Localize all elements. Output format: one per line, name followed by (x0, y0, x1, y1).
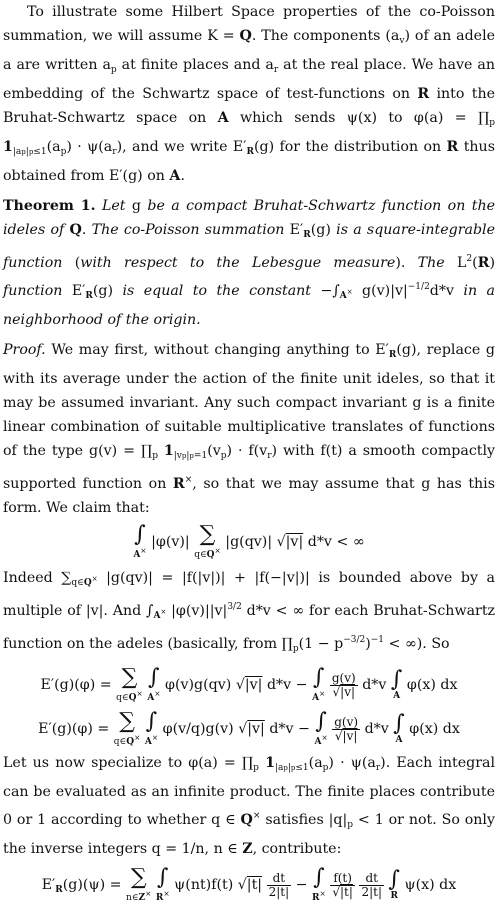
equation-e-prime-b: E′(g)(φ) = ∑ q∈Q× ∫ A× φ(v/q)g(v) √|v| d*v − ∫ A× $\frac{g(v)}{√|v|}$ d*v ∫ A φ(x) dx (38, 709, 460, 747)
theorem-heading: Theorem 1. (3, 198, 96, 214)
paragraph-indeed: Indeed $\sum_{q\in Q^\times}$ |g(qv)| = |f(|v|)| + |f(−|v|)| is bounded above by a multiple of |v|. And $\int_{A^\times}$ $|\varphi(v)||v|^{3/2}$ d*v < ∞ for each Bruhat-Schwartz function on the adeles (basically, from $\prod_p(1 - p^{-3/2})^{-1}$ < ∞). So (3, 570, 495, 654)
proof-heading: Proof. (3, 342, 46, 358)
proof-paragraph: Proof. We may first, without changing anything to $E'_R(g)$, replace g with its average under the action of the finite unit ideles, so that it may be assumed invariant. Any such compact invariant g is a finite linear combination of suitable multiplicative translates of functions of the type $g(v) = \prod_p$ $1_{|vp|p=1}(v_p) \cdot f(v_r)$ with f(t) a smooth compactly supported function on R×, so that we may assume that g has this form. We claim that: (3, 342, 496, 516)
paragraph-specialize: Let us now specialize to $\varphi(a) = \prod_p$ $1_{|ap|p\le 1}(a_p) \cdot \psi(a_r)$. Each integral can be evaluated as an infinite product. The finite places contribute 0 or 1 according to whether q ∈ Q× satisfies $|q|_p < 1$ or not. So only the inverse integers q = 1/n, n ∈ Z, contribute: (3, 755, 495, 857)
equation-claim: ∫ A× |φ(v)| ∑ q∈Q× |g(qv)| √|v| d*v < ∞ (133, 522, 365, 560)
paragraph-intro: To illustrate some Hilbert Space properties of the co-Poisson summation, we will assume K = Q. The components $(a_v)$ of an adele a are written $a_p$ at finite places and $a_r$ at the real place. We have an embedding of the Schwartz space of test-functions on R into the Bruhat-Schwartz space on A which sends ψ(x) to $\varphi(a) = \prod_p$ $1_{|ap|p\le 1}(a_p) \cdot \psi(a_r)$, and we write $E'_R(g)$ for the distribution on R thus obtained from E′(g) on A. (3, 4, 496, 184)
equation-e-prime-r: $E'_R(g)(\psi)$ = ∑ n∈Z× ∫ R× ψ(nt)f(t) √|t| $\frac{dt}{2|t|}$ − ∫ R× $\frac{f(t)}{√|t|}$ $\frac{dt}{2|t|}$ ∫ R ψ(x) dx (41, 865, 457, 903)
equation-e-prime-a: E′(g)(φ) = ∑ q∈Q× ∫ A× φ(v)g(qv) √|v| d*v − ∫ A× $\frac{g(v)}{√|v|}$ d*v ∫ A φ(x) dx (40, 665, 458, 703)
theorem-1: Theorem 1. Let g be a compact Bruhat-Schwartz function on the ideles of Q. The co-Poisson summation $E'_R(g)$ is a square-integrable function (with respect to the Lebesgue measure). The $L^2(R)$ function $E'_R(g)$ is equal to the constant $-\int_{A^\times}$ $g(v)|v|^{-1/2}d*v$ in a neighborhood of the origin. (3, 198, 495, 328)
